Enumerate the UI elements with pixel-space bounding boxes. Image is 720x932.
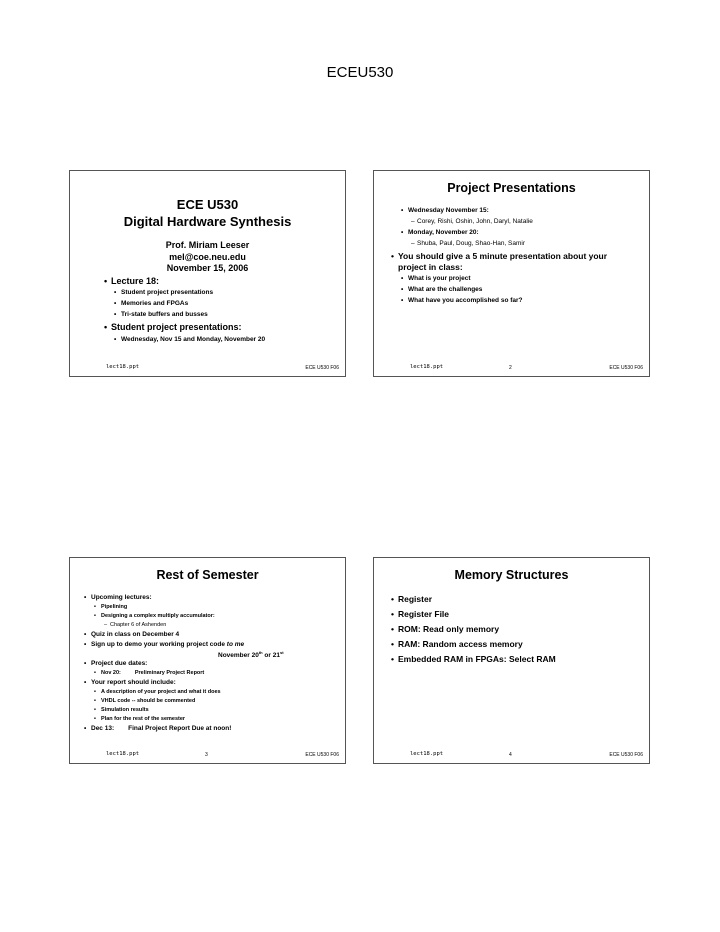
slide-1-author: Prof. Miriam Leeser (165, 240, 250, 250)
list-item: • Sign up to demo your working project code to me (84, 641, 244, 648)
list-item: • Memories and FPGAs (114, 300, 188, 307)
list-item: • Project due dates: (84, 660, 147, 667)
slide-4 (373, 557, 650, 764)
slide-1 (69, 170, 346, 377)
list-item: • Monday, November 20: (401, 229, 479, 236)
slide-number: 4 (509, 752, 512, 758)
list-item: • Register File (391, 609, 449, 619)
list-item: • What are the challenges (401, 286, 482, 293)
list-item: • Nov 20: Preliminary Project Report (94, 670, 204, 676)
list-item: • Wednesday, Nov 15 and Monday, November 20 (114, 336, 265, 343)
slide-1-date: November 15, 2006 (166, 263, 249, 273)
slide-footer-file: lect18.ppt (410, 751, 444, 757)
slide-2-title: Project Presentations (447, 181, 576, 195)
list-item: • Register (391, 594, 432, 604)
slide-footer-course: ECE U530 F06 (305, 365, 339, 371)
slide-1-title-line2: Digital Hardware Synthesis (123, 214, 292, 229)
list-item: • Designing a complex multiply accumulator: (94, 613, 215, 619)
list-item-continuation: project in class: (398, 262, 463, 272)
slide-number: 2 (509, 365, 512, 371)
list-item: • Wednesday November 15: (401, 207, 489, 214)
list-item: • RAM: Random access memory (391, 639, 523, 649)
list-item: • Lecture 18: (104, 276, 159, 286)
list-item: • What have you accomplished so far? (401, 297, 523, 304)
slide-footer-course: ECE U530 F06 (305, 752, 339, 758)
list-item: • Simulation results (94, 707, 149, 713)
slide-3-title: Rest of Semester (156, 568, 259, 582)
slide-1-email: mel@coe.neu.edu (169, 252, 246, 262)
slide-number: 3 (205, 752, 208, 758)
list-item: • Plan for the rest of the semester (94, 716, 185, 722)
list-item: • Student project presentations: (104, 322, 242, 332)
slide-footer-file: lect18.ppt (410, 364, 444, 370)
list-item: • Student project presentations (114, 289, 213, 296)
slide-footer-course: ECE U530 F06 (609, 365, 643, 371)
list-item: • Tri-state buffers and busses (114, 311, 208, 318)
list-item: • Pipelining (94, 604, 127, 610)
slide-footer-course: ECE U530 F06 (609, 752, 643, 758)
slide-3 (69, 557, 346, 764)
slide-footer-file: lect18.ppt (106, 751, 140, 757)
list-item: • ROM: Read only memory (391, 624, 499, 634)
list-item: – Chapter 6 of Ashenden (104, 622, 166, 628)
list-item: – Corey, Rishi, Oshin, John, Daryl, Natalie (411, 218, 533, 225)
list-item-continuation: November 20th or 21st (218, 650, 284, 660)
list-item: • Dec 13: Final Project Report Due at noon! (84, 725, 231, 732)
list-item: • Quiz in class on December 4 (84, 631, 179, 638)
document-title: ECEU530 (326, 64, 394, 81)
list-item: • You should give a 5 minute presentation about your (391, 251, 607, 261)
list-item: • A description of your project and what it does (94, 689, 221, 695)
slide-2 (373, 170, 650, 377)
list-item: • Your report should include: (84, 679, 176, 686)
slide-1-title-line1: ECE U530 (176, 197, 239, 212)
list-item: • VHDL code -- should be commented (94, 698, 195, 704)
slide-footer-file: lect18.ppt (106, 364, 140, 370)
slide-4-title: Memory Structures (454, 568, 569, 582)
list-item: • Embedded RAM in FPGAs: Select RAM (391, 654, 556, 664)
list-item: • Upcoming lectures: (84, 594, 152, 601)
list-item: • What is your project (401, 275, 470, 282)
list-item: – Shuba, Paul, Doug, Shao-Han, Samir (411, 240, 525, 247)
